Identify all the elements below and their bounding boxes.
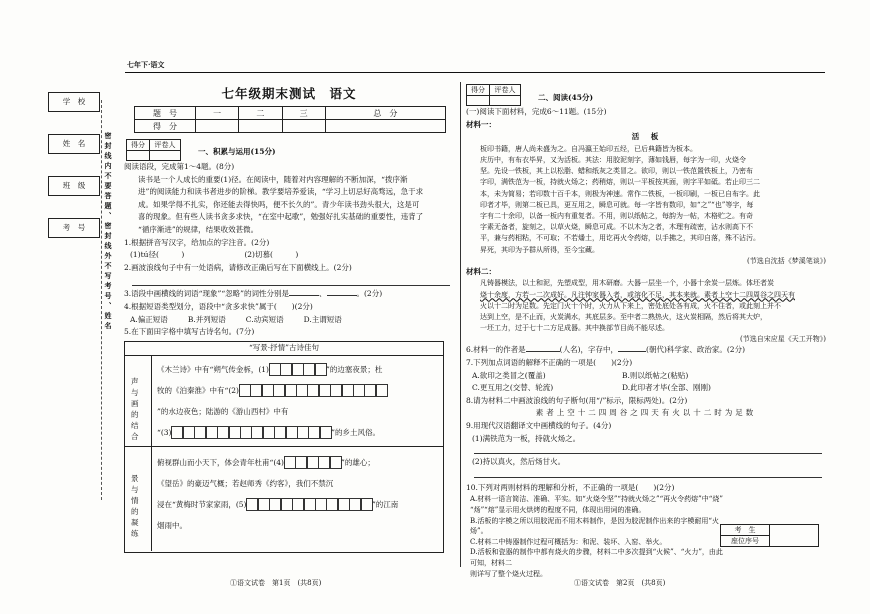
poem-text: 《望岳》的豪迈气概；若赵师秀《约客》，我们不禁沉 xyxy=(157,478,334,488)
answer-grid-cell[interactable] xyxy=(330,384,342,397)
material-line: 庆历中，有布衣毕昇，又为活板。其法：用胶泥刻字，薄如钱唇，每字为一印，火烧令 xyxy=(480,155,746,164)
answer-grid-cell[interactable] xyxy=(250,384,262,397)
material-line: 平，兼与药相粘，不可取；不若燔土，用讫再火令药熔，以手拂之，其印自落，殊不沾污。 xyxy=(480,234,760,243)
answer-grid-cell[interactable] xyxy=(273,384,285,397)
q10-option-line[interactable]: C.材料二中铸器制作过程可概括为：和泥、装坏、入窑、举火。 xyxy=(470,537,667,546)
question-3 xyxy=(124,288,454,301)
grader-cell[interactable] xyxy=(150,151,181,161)
section2-grader-table xyxy=(466,84,521,106)
question-1: 1.根据拼音写汉字，给加点的字注音。(2分) xyxy=(124,237,270,247)
answer-grid-cell[interactable] xyxy=(315,498,327,511)
material-line: 本，未为简易；若印数十百千本，则极为神速。常作二铁板，一板印刷，一板已自布字。此 xyxy=(480,189,760,198)
poem-text: ”的乡土风俗。 xyxy=(331,427,380,437)
score-table xyxy=(134,106,446,133)
material-line: 火以十二时为足数。先定门火十个时，火力从下来上，密处底处各有成，火不住者，或此刻上并不 xyxy=(480,301,781,310)
q6-text-3: (朝代)科学家、政治家。(2分) xyxy=(646,345,745,355)
q9-answer-line-1[interactable] xyxy=(474,445,822,454)
material-line: 达到上空，是不止而，火炭满水，其底层多。至中者二熟热火，这火炭相隔，然后将其大炉， xyxy=(480,313,767,322)
q10-option-line: 则详写了整个烧火过程。 xyxy=(470,569,547,578)
poem-text: 浸在“黄梅时节家家雨，(5) xyxy=(157,499,247,509)
q4-option-b[interactable]: B.并列短语 xyxy=(187,314,226,324)
page2-footer: ①语文试卷 第2页 (共8页) xyxy=(574,579,666,587)
poem-box xyxy=(124,341,444,553)
answer-grid-cell[interactable] xyxy=(338,498,350,511)
q8-sentence[interactable]: 素者上空十二四周谷之四天有火以十二时为足数 xyxy=(535,408,757,418)
seat-number-cell[interactable] xyxy=(770,525,819,547)
answer-grid-cell[interactable] xyxy=(292,363,304,376)
answer-grid-cell[interactable] xyxy=(274,426,286,439)
poem-row-2-label: 景与情的凝练 xyxy=(131,473,139,538)
q4-options xyxy=(124,314,454,327)
q6-blank-2[interactable] xyxy=(618,351,646,352)
question-6 xyxy=(466,344,826,357)
q7-option-c[interactable]: C.更互用之(交替、轮流) xyxy=(472,383,554,393)
answer-grid-cell[interactable] xyxy=(330,456,342,469)
q10-option-line[interactable]: D.活板和瓷器的制作中都有烧火的步骤，材料二中多次提到“火候”、“火力”，由此可知，材料二 xyxy=(470,548,723,567)
q9-part-1: (1)满铁范为一板，持就火炀之。 xyxy=(472,433,581,443)
poem-text: 牧的《泊秦淮》中有“(2) xyxy=(157,385,239,395)
question-2: 2.画波浪线句子中有一处语病，请修改正确后写在下面横线上。(2分) xyxy=(124,262,352,272)
q1-part-1[interactable]: (1)tú径( ) xyxy=(130,250,185,260)
question-4: 4.根据短语类型划分，语段中“贪多求快”属于( )(2分) xyxy=(124,301,313,311)
answer-grid-cell[interactable] xyxy=(251,426,263,439)
material-line: 印者才毕，则第二板已具，更互用之，瞬息可就。每一字皆有数印，如“之”“也”等字，每 xyxy=(480,200,754,209)
passage-line: 读书是一个人成长的重要(1)径。在阅读中，随着对内容理解的不断加深，“拨序渐 xyxy=(138,174,408,184)
poem-text: ”的雄心； xyxy=(341,457,375,467)
material-line: 烧十余度，方若一二次成好。凡注钟家器入者，或溶化不足，其本来就。素者上空十二四周谷之四天有 xyxy=(480,290,795,299)
q3-blank-2[interactable] xyxy=(327,295,357,296)
score-table-col2: 二 xyxy=(239,107,282,120)
header-corner-label: 七年下·语文 xyxy=(127,60,165,69)
answer-grid-cell[interactable] xyxy=(246,498,258,511)
material-2-source: (节选自宋应星《天工开物》) xyxy=(740,335,826,344)
reading-instruction: (一)阅读下面材料，完成6～11题。(15分) xyxy=(466,107,607,116)
answer-grid-cell[interactable] xyxy=(292,498,304,511)
answer-grid-cell[interactable] xyxy=(319,384,331,397)
answer-grid-cell[interactable] xyxy=(295,456,307,469)
q4-option-d[interactable]: D.主谓短语 xyxy=(303,314,342,324)
answer-grid-cell[interactable] xyxy=(239,384,251,397)
material-2-label: 材料二： xyxy=(466,266,496,276)
answer-grid-cell[interactable] xyxy=(281,498,293,511)
score-cell[interactable] xyxy=(196,120,239,133)
seat-number-box xyxy=(720,524,819,547)
q1-parts xyxy=(124,249,454,262)
q10-option-line: “炀”“熔”显示用火烘烤的程度不同，体现出用词的准确。 xyxy=(470,505,646,514)
answer-grid-cell[interactable] xyxy=(320,426,332,439)
q3-text: 3.语段中画横线的词语“现象”“忽略”的词性分别是 xyxy=(124,289,289,299)
q7-option-a[interactable]: A.欲印之类冒之(覆盖) xyxy=(472,370,546,380)
q10-options xyxy=(466,494,728,579)
q3-sep: 、 xyxy=(319,289,327,299)
answer-grid-cell[interactable] xyxy=(258,498,270,511)
answer-grid-cell[interactable] xyxy=(349,498,361,511)
answer-grid-cell[interactable] xyxy=(307,384,319,397)
seal-line-notice: 密封线内不要答题、密封线外不写考号、姓名 xyxy=(104,132,113,332)
answer-grid-cell[interactable] xyxy=(364,384,376,397)
passage-line: 进”的阅读能力和读书者进步的阶梯。教学要培养爱读，“学习上切忌好高骛远，急于求 xyxy=(138,187,424,197)
poem-text: 《木兰诗》中有“朔气传金柝，(1) xyxy=(157,364,269,374)
answer-grid-cell[interactable] xyxy=(315,363,327,376)
q4-option-a[interactable]: A.偏正短语 xyxy=(130,314,168,324)
score-cell[interactable] xyxy=(325,120,445,133)
page-title: 七年级期末测试 语文 xyxy=(221,86,357,101)
answer-grid-cell[interactable] xyxy=(280,363,292,376)
answer-grid-cell[interactable] xyxy=(296,384,308,397)
answer-grid-cell[interactable] xyxy=(229,426,241,439)
answer-grid-cell[interactable] xyxy=(269,498,281,511)
passage-line: “循序渐进”的规律，结果收效甚微。 xyxy=(138,224,259,234)
section1-grader-table xyxy=(126,139,181,161)
question-7: 7.下列加点词语的解释不正确的一项是( )(2分) xyxy=(466,358,633,368)
answer-grid-cell[interactable] xyxy=(303,363,315,376)
answer-grid-cell[interactable] xyxy=(376,384,388,397)
page2 xyxy=(466,84,826,579)
score-header: 得分 xyxy=(467,85,490,96)
score-cell[interactable] xyxy=(127,151,150,161)
answer-grid-cell[interactable] xyxy=(263,426,275,439)
name-label: 姓 名 xyxy=(48,134,100,154)
poem-text: ”的边塞夜景；杜 xyxy=(326,364,383,374)
class-label: 班 级 xyxy=(48,176,100,196)
answer-grid-cell[interactable] xyxy=(183,426,195,439)
poem-row-1-content xyxy=(157,359,439,443)
answer-grid-cell[interactable] xyxy=(284,456,296,469)
material-line: 坚。先设一铁板，其上以松脂、蜡和纸灰之类冒之。欲印，则以一铁范置铁板上，乃密布 xyxy=(480,167,753,176)
answer-grid-cell[interactable] xyxy=(308,426,320,439)
answer-grid-cell[interactable] xyxy=(326,498,338,511)
q6-text-2: (人名)，字存中， xyxy=(559,345,619,355)
answer-grid-cell[interactable] xyxy=(262,384,274,397)
poem-row-2-label-cell xyxy=(125,447,152,551)
material-2-text xyxy=(466,278,826,334)
exam-number-label: 考 号 xyxy=(48,218,100,238)
page-divider xyxy=(460,82,461,567)
examinee-label: 考 生 xyxy=(721,525,770,536)
score-cell[interactable] xyxy=(282,120,325,133)
material-1-text xyxy=(466,144,826,256)
q3-tail: 。(2分) xyxy=(356,289,383,299)
material-1-title: 活 板 xyxy=(631,132,661,142)
material-1-label: 材料一： xyxy=(466,119,496,129)
score-cell[interactable] xyxy=(467,96,490,106)
score-table-col1: 一 xyxy=(196,107,239,120)
q10-option-line[interactable]: A.材料一语言简洁、准确、平实。如“火烧令坚”“持就火炀之”“再火令药熔”中“烧” xyxy=(470,495,723,504)
score-cell[interactable] xyxy=(239,120,282,133)
material-line: 昇死，其印为予群从所得，至今宝藏。 xyxy=(480,245,599,254)
side-info-column xyxy=(48,92,103,238)
poem-row-divider xyxy=(125,446,443,447)
q7-option-b[interactable]: B.则以纸帖之(粘贴) xyxy=(622,370,689,380)
question-5: 5.在下面田字格中填写古诗名句。(7分) xyxy=(124,327,255,337)
intro-text: 阅读语段，完成第1～4题。(8分) xyxy=(124,162,235,171)
school-label: 学 校 xyxy=(48,92,100,112)
poem-row-1-label-cell xyxy=(125,356,152,447)
material-line: 字有二十余印，以备一板内有重复者。不用，则以纸帖之，每韵为一帖，木格贮之。有奇 xyxy=(480,212,753,220)
answer-grid-cell[interactable] xyxy=(171,426,183,439)
answer-grid-cell[interactable] xyxy=(304,498,316,511)
poem-text: 烟雨中。 xyxy=(157,520,187,530)
material-line: 板印书籍，唐人尚未盛为之。自冯瀛王始印五经，已后典籍皆为板本。 xyxy=(480,144,697,153)
q9-answer-line-2[interactable] xyxy=(474,469,822,478)
question-8: 8.请为材料二中画波浪线的句子断句(用“/”标示，限标两处)。(2分) xyxy=(466,395,688,405)
section2-title: 二、阅读(45分) xyxy=(538,93,594,102)
poem-text: ”的水边夜色；陆游的《游山西村》中有 xyxy=(157,406,289,416)
answer-grid-cell[interactable] xyxy=(318,456,330,469)
q7-options-row-1 xyxy=(466,370,826,383)
answer-grid-cell[interactable] xyxy=(297,426,309,439)
seat-number-label: 座位序号 xyxy=(721,536,770,547)
passage-line: 喜的现象。但有些人读书贪多求快，“在室中起歌”，勉强好扎实基础的重要性，违背了 xyxy=(138,212,424,222)
q2-answer-line[interactable] xyxy=(132,274,450,286)
score-header: 得分 xyxy=(127,140,150,151)
poem-text: “(3) xyxy=(157,427,172,437)
passage-line: 成。如果学得不扎实，你还能去得快吗，便不长久的”。青少年读书劲头很大，这是可 xyxy=(138,199,420,209)
answer-grid-cell[interactable] xyxy=(285,384,297,397)
answer-grid-cell[interactable] xyxy=(353,384,365,397)
grader-header: 评卷人 xyxy=(150,140,181,151)
page-header-bar xyxy=(125,58,825,73)
poem-row-2-content xyxy=(157,452,439,536)
page1-footer: ①语文试卷 第1页 (共8页) xyxy=(230,579,322,587)
q1-part-2[interactable]: (2)切慕( ) xyxy=(244,250,299,260)
poem-text: ”的江南 xyxy=(371,499,399,509)
seal-line xyxy=(101,100,102,500)
q10-option-line[interactable]: B.活板的字模之所以用胶泥而不用木料制作，是因为胶泥制作出来的字模耐用“火炀”。 xyxy=(470,516,719,536)
question-10: 10.下列对两则材料的理解和分析，不正确的一项是( )(2分) xyxy=(466,482,675,492)
poem-text: 俯视群山而小天下，体会青年杜甫“(4) xyxy=(157,457,284,467)
answer-grid-cell[interactable] xyxy=(286,426,298,439)
material-line: 凡铸器模法，以土和泥，先塑成型，用木研磨。大器一层坐一个，小器十余炭一层炼。体坯者炭 xyxy=(480,279,774,288)
answer-grid-cell[interactable] xyxy=(361,498,373,511)
q3-blank-1[interactable] xyxy=(289,295,319,296)
answer-grid-cell[interactable] xyxy=(269,363,281,376)
answer-grid-cell[interactable] xyxy=(342,384,354,397)
answer-grid-cell[interactable] xyxy=(307,456,319,469)
answer-grid-cell[interactable] xyxy=(194,426,206,439)
q6-blank-1[interactable] xyxy=(526,351,560,352)
score-row-label: 得 分 xyxy=(135,120,196,133)
q7-options-row-2 xyxy=(466,382,826,395)
q6-text: 6.材料一的作者是 xyxy=(466,345,526,355)
score-table-total: 总 分 xyxy=(325,107,445,120)
answer-grid-cell[interactable] xyxy=(206,426,218,439)
poem-box-header: “写景·抒情”古诗佳句 xyxy=(125,342,443,356)
material-line: 字印，满铁范为一板，持就火炀之；药稍熔，则以一平板按其面，则字平如砥。若止印三二 xyxy=(480,178,760,187)
score-table-col3: 三 xyxy=(282,107,325,120)
answer-grid-cell[interactable] xyxy=(240,426,252,439)
material-line: 字素无备者，旋刻之，以草火烧，瞬息可成。不以木为之者，木理有疏密，沾水则高下不 xyxy=(480,223,753,232)
answer-grid-cell[interactable] xyxy=(217,426,229,439)
q4-option-c[interactable]: C.动宾短语 xyxy=(245,314,284,324)
question-9: 9.用现代汉语翻译文中画横线的句子。(4分) xyxy=(466,420,612,430)
material-1-source: (节选自沈括《梦溪笔谈》) xyxy=(747,256,826,265)
grader-cell[interactable] xyxy=(490,96,521,106)
page1 xyxy=(124,84,454,553)
poem-row-1-label: 声与画的结合 xyxy=(131,376,139,441)
grader-header: 评卷人 xyxy=(490,85,521,96)
q7-option-d[interactable]: D.此印者才毕(全部、刚刚) xyxy=(622,383,711,393)
q9-part-2: (2)持以真火，然后炀甘火。 xyxy=(472,457,566,467)
score-table-head: 题 号 xyxy=(135,107,196,120)
material-line: 一坯工力，过于七十二方足成器。其中换部节目尚不能尽述。 xyxy=(480,324,669,333)
passage xyxy=(124,174,454,237)
section1-title: 一、积累与运用(15分) xyxy=(198,147,276,156)
